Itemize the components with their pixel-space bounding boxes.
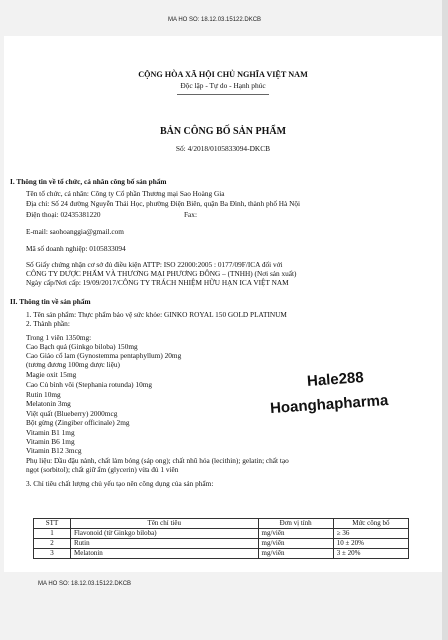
watermark-line-1: Hale288 [306,369,365,390]
composition-line: Cao Giảo cổ lam (Gynostemma pentaphyllum) 20mg [26,351,182,360]
document-title: BẢN CÔNG BỐ SẢN PHẨM [159,126,287,137]
composition-line: Vitamin B1 1mg [26,428,75,437]
excipient-line-1: Phụ liệu: Dầu đậu nành, chất làm bóng (sáp ong); chất nhũ hóa (lecithin); gelatin; chất tạo [26,456,289,465]
header-cell: Tên chỉ tiêu [71,519,259,529]
composition-line: Rutin 10mg [26,390,61,399]
table-cell: 3 ± 20% [333,549,408,559]
header-divider [177,94,269,95]
criteria-heading: 3. Chỉ tiêu chất lượng chủ yếu tạo nên công dụng của sản phẩm: [26,479,214,488]
composition-line: Trong 1 viên 1350mg: [26,333,92,342]
table-row [34,529,409,539]
table-row [34,539,409,549]
composition-line: Cao Củ bình vôi (Stephania rotunda) 10mg [26,380,153,389]
header-cell: Mức công bố [333,519,408,529]
table-cell: mg/viên [258,529,333,539]
table-cell: ≥ 36 [333,529,408,539]
composition-line: Melatonin 3mg [26,399,71,408]
table-cell: 2 [34,539,71,549]
table-header-row [34,519,409,529]
document-page [4,36,442,572]
cert-line-1: Số Giấy chứng nhận cơ sở đủ điều kiện ATTP: ISO 22000:2005 : 0177/09F/ICA đối với [26,260,283,269]
section1-heading: I. Thông tin về tổ chức, cá nhân công bố sản phẩm [10,177,167,186]
table-row [34,549,409,559]
composition-line: Vitamin B12 3mcg [26,446,82,455]
table-cell: 3 [34,549,71,559]
excipient-line-2: ngọt (sorbitol); chất giữ ẩm (glycerin) vừa đủ 1 viên [26,465,179,474]
org-fax: Fax: [184,210,197,219]
document-code-top: MA HO SO: 18.12.03.15122.DKCB [168,17,262,23]
org-phone: Điện thoại: 02435381220 [26,210,101,219]
motto: Độc lập - Tự do - Hạnh phúc [180,81,266,90]
table-cell: mg/viên [258,539,333,549]
country-name: CỘNG HÒA XÃ HỘI CHỦ NGHĨA VIỆT NAM [138,70,308,79]
watermark-line-2: Hoanghapharma [269,391,389,418]
composition-heading: 2. Thành phần: [26,319,70,328]
header-cell: Đơn vị tính [258,519,333,529]
table-cell: 10 ± 20% [333,539,408,549]
table-cell: Melatonin [71,549,259,559]
quality-criteria-table [33,518,409,559]
composition-line: (tương đương 100mg dược liệu) [26,360,120,369]
org-name: Tên tổ chức, cá nhân: Công ty Cổ phần Thương mại Sao Hoàng Gia [26,189,225,198]
cert-line-2: CÔNG TY DƯỢC PHẨM VÀ THƯƠNG MẠI PHƯƠNG ĐÔNG – (TNHH) (Nơi sản xuất) [26,269,297,278]
org-address: Địa chỉ: Số 24 đường Nguyễn Thái Học, phường Điện Biên, quận Ba Đình, thành phố Hà Nội [26,199,301,208]
header-cell: STT [34,519,71,529]
document-number: Số: 4/2018/0105833094-DKCB [175,144,271,153]
composition-line: Magie oxit 15mg [26,370,77,379]
composition-line: Bột gừng (Zingiber officinale) 2mg [26,418,130,427]
national-header [4,70,442,95]
table-cell: Rutin [71,539,259,549]
composition-line: Cao Bạch quả (Ginkgo biloba) 150mg [26,342,138,351]
table-cell: mg/viên [258,549,333,559]
org-tax-code: Mã số doanh nghiệp: 0105833094 [26,244,126,253]
document-code-bottom: MA HO SO: 18.12.03.15122.DKCB [38,581,132,587]
page-edge-shadow [442,0,448,640]
table-cell: 1 [34,529,71,539]
table-cell: Flavonoid (từ Ginkgo biloba) [71,529,259,539]
composition-line: Vitamin B6 1mg [26,437,75,446]
cert-line-3: Ngày cấp/Nơi cấp: 19/09/2017/CÔNG TY TRÁCH NHIỆM HỮU HẠN ICA VIỆT NAM [26,278,289,287]
section2-heading: II. Thông tin về sản phẩm [10,297,91,306]
composition-line: Việt quất (Blueberry) 2000mcg [26,409,118,418]
org-email: E-mail: saohoanggia@gmail.com [26,227,124,236]
product-name: 1. Tên sản phẩm: Thực phẩm bảo vệ sức khỏe: GINKO ROYAL 150 GOLD PLATINUM [26,310,287,319]
